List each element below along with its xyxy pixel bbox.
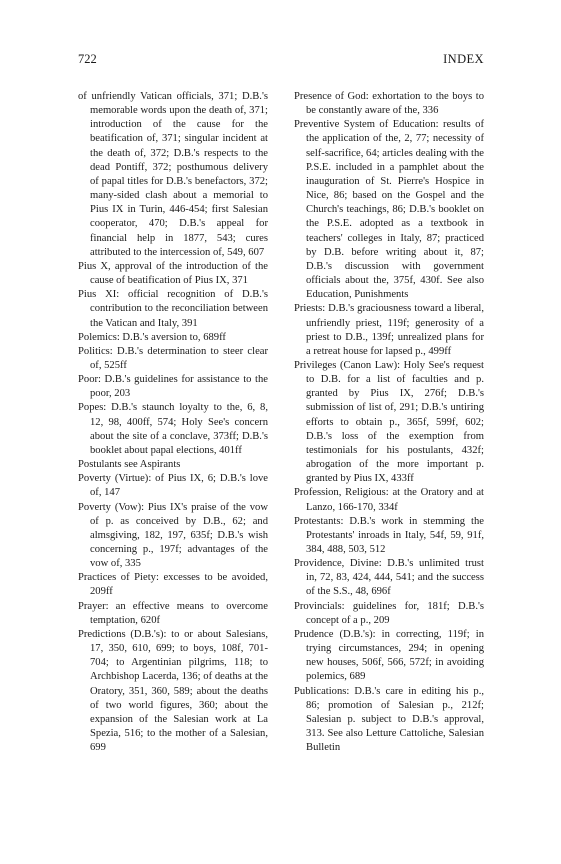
running-head: INDEX [443, 52, 484, 66]
index-entry: Popes: D.B.'s staunch loyalty to the, 6, 8, 12, 98, 400ff, 574; Holy See's concern about the site of a conclave, 373ff; D.B.'s booklet about papal elections, 401ff [78, 402, 268, 456]
index-entry: Providence, Divine: D.B.'s unlimited trust in, 72, 83, 424, 444, 541; and the success of the S.S., 48, 696f [294, 558, 484, 598]
page-header [78, 52, 484, 68]
index-entry: Predictions (D.B.'s): to or about Salesians, 17, 350, 610, 699; to boys, 108f, 701-704; to Argentinian pilgrims, 118; to Archbishop Lacerda, 136; of deaths at the Oratory, 351, 360, 589; about the deaths of two world figures, 360; about the expansion of the Salesian work at La Spezia, 516; to the mother of a Salesian, 699 [78, 628, 268, 754]
index-entry: Politics: D.B.'s determination to steer clear of, 525ff [78, 345, 268, 371]
index-entry: Presence of God: exhortation to the boys to be constantly aware of the, 336 [294, 91, 484, 117]
index-entry: Poverty (Vow): Pius IX's praise of the vow of p. as conceived by D.B., 62; and almsgiving, 182, 197, 635f; D.B.'s wish concerning p., 197f; advantages of the vow of, 335 [78, 501, 268, 570]
index-entry: Protestants: D.B.'s work in stemming the Protestants' inroads in Italy, 54f, 59, 91f, 384, 488, 503, 512 [294, 515, 484, 555]
index-entry: of unfriendly Vatican officials, 371; D.B.'s memorable words upon the death of, 371; introduction of the cause for the beatification of, 371; singular incident at the death of, 372; D.B.'s respects to the dead Pontiff, 372; posthumous delivery of papal titles for D.B.'s benefactors, 372; many-sided clash about a memorial to Pius IX in Turin, 446-454; first Salesian cooperator, 470; D.B.'s appeal for financial help in 1877, 543; cures attributed to the intercession of, 549, 607 [78, 91, 268, 258]
index-column-right [294, 90, 484, 755]
page-number: 722 [78, 52, 97, 66]
index-entry: Practices of Piety: excesses to be avoided, 209ff [78, 572, 268, 598]
index-entry: Priests: D.B.'s graciousness toward a liberal, unfriendly priest, 119f; generosity of a priest to D.B., 139f; unrealized plans for a retreat house for lapsed p., 499ff [294, 303, 484, 357]
index-entry: Provincials: guidelines for, 181f; D.B.'s concept of a p., 209 [294, 600, 484, 626]
index-entry: Preventive System of Education: results of the application of the, 2, 77; necessity of self-sacrifice, 64; articles dealing with the P.S.E. included in a pamphlet about the inauguration of St. Pierre's Hospice in Nice, 86; based on the Gospel and the Church's teachings, 86; D.B.'s booklet on the P.S.E. adopted as a textbook in teachers' colleges in Italy, 87; practiced by D.B. before writing about it, 87; D.B.'s discussion with government officials about the, 375f, 430f. See also Education, Punishments [294, 119, 484, 301]
index-entry: Pius XI: official recognition of D.B.'s contribution to the reconciliation between the Vatican and Italy, 391 [78, 289, 268, 329]
index-entry: Prudence (D.B.'s): in correcting, 119f; in trying circumstances, 294; in opening new houses, 506f, 566, 572f; in avoiding polemics, 689 [294, 628, 484, 683]
index-entry: Pius X, approval of the introduction of the cause of beatification of Pius IX, 371 [78, 260, 268, 287]
index-entry: Postulants see Aspirants [78, 459, 181, 471]
index-entry: Publications: D.B.'s care in editing his p., 86; promotion of Salesian p., 212f; Salesian p. subject to D.B.'s approval, 313. See also Letture Cattoliche, Salesian Bulletin [294, 685, 484, 754]
index-entry: Poor: D.B.'s guidelines for assistance to the poor, 203 [78, 374, 268, 400]
index-entry: Profession, Religious: at the Oratory and at Lanzo, 166-170, 334f [294, 487, 484, 513]
index-entry: Poverty (Virtue): of Pius IX, 6; D.B.'s love of, 147 [78, 473, 268, 499]
index-entry: Polemics: D.B.'s aversion to, 689ff [78, 331, 226, 343]
index-column-left [78, 90, 268, 755]
index-entry: Prayer: an effective means to overcome temptation, 620f [78, 600, 268, 626]
index-entry: Privileges (Canon Law): Holy See's request to D.B. for a list of faculties and p. granted by Pius IX, 276f; D.B.'s submission of list of, 291; D.B.'s untiring efforts to obtain p., 365f, 599f, 602; D.B.'s loss of the exemption from testimonials for his postulants, 432f; abrogation of the more important p. granted by Pius IX, 433ff [294, 359, 484, 485]
